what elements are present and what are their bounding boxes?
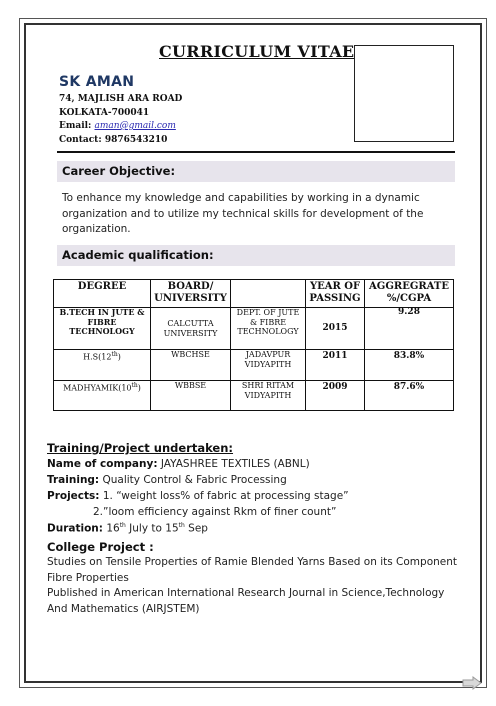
cell-institute: SHRI RITAM VIDYAPITH	[231, 381, 306, 411]
project-1: 1. “weight loss% of fabric at processing stage”	[102, 490, 349, 502]
cell-score: 83.8%	[365, 350, 454, 381]
contact-number: 9876543210	[104, 135, 168, 145]
candidate-name: SK AMAN	[59, 74, 135, 90]
training-label: Training:	[47, 474, 100, 486]
cell-score: 9.28	[365, 308, 454, 350]
header-institute	[231, 280, 306, 308]
table-row	[54, 308, 454, 350]
duration-label: Duration:	[47, 522, 103, 535]
cell-board: WBCHSE	[151, 350, 231, 381]
cell-degree	[54, 381, 151, 411]
header-aggregate: AGGREGRATE %/CGPA	[365, 280, 454, 308]
address-line-1: 74, MAJLISH ARA ROAD	[59, 94, 183, 104]
projects-label: Projects:	[47, 490, 100, 502]
table-header-row	[54, 280, 454, 308]
degree-sup: th	[111, 351, 118, 358]
email-label: Email:	[59, 121, 92, 131]
photo-placeholder	[354, 45, 454, 142]
training-heading: Training/Project undertaken:	[47, 441, 234, 455]
table-row	[54, 350, 454, 381]
header-board: BOARD/ UNIVERSITY	[151, 280, 231, 308]
degree-text: MADHYAMIK(10	[63, 383, 132, 393]
career-objective-text: To enhance my knowledge and capabilities by working in a dynamic organization and to utilize my technical skills for development of the organization.	[62, 192, 424, 235]
company-label: Name of company:	[47, 458, 158, 470]
training-value: Quality Control & Fabric Processing	[102, 474, 287, 486]
header-degree: DEGREE	[54, 280, 151, 308]
academic-table	[53, 279, 454, 411]
cell-degree: B.TECH IN JUTE & FIBRE TECHNOLOGY	[54, 308, 151, 350]
duration-start-sup: th	[119, 522, 126, 529]
college-project-publication: Published in American International Research Journal in Science,Technology And Mathematics (AIRJSTEM)	[47, 587, 445, 615]
college-project-heading: College Project :	[47, 540, 154, 554]
cell-score: 87.6%	[365, 381, 454, 411]
table-row	[54, 381, 454, 411]
duration-end: Sep	[184, 522, 208, 535]
cell-board: WBBSE	[151, 381, 231, 411]
header-divider	[57, 151, 455, 153]
company-line	[47, 458, 310, 470]
academic-heading: Academic qualification:	[57, 245, 455, 266]
degree-end: )	[117, 352, 121, 362]
duration-line	[47, 522, 208, 535]
college-project-title: Studies on Tensile Properties of Ramie Blended Yarns Based on its Component Fibre Properties	[47, 556, 458, 584]
contact-row	[59, 135, 167, 145]
email-row	[59, 121, 176, 131]
document-title: CURRICULUM VITAE	[159, 42, 355, 61]
duration-start-day: 16	[106, 522, 120, 535]
duration-middle: July to 15	[125, 522, 179, 535]
cell-board: CALCUTTA UNIVERSITY	[151, 308, 231, 350]
cell-year: 2011	[306, 350, 365, 381]
cell-year: 2015	[306, 308, 365, 350]
duration-end-sup: th	[178, 522, 185, 529]
cell-institute: DEPT. OF JUTE & FIBRE TECHNOLOGY	[231, 308, 306, 350]
next-page-arrow-icon[interactable]	[462, 676, 482, 690]
training-line	[47, 474, 287, 486]
cell-degree	[54, 350, 151, 381]
degree-sup: th	[131, 382, 138, 389]
degree-text: H.S(12	[83, 352, 112, 362]
contact-label: Contact:	[59, 135, 102, 145]
cell-institute: JADAVPUR VIDYAPITH	[231, 350, 306, 381]
degree-end: )	[137, 383, 141, 393]
projects-line	[47, 490, 349, 502]
email-link[interactable]: aman@gmail.com	[94, 121, 176, 131]
company-name: JAYASHREE TEXTILES (ABNL)	[160, 458, 310, 470]
address-line-2: KOLKATA-700041	[59, 108, 150, 118]
header-year: YEAR OF PASSING	[306, 280, 365, 308]
cell-year: 2009	[306, 381, 365, 411]
career-objective-heading: Career Objective:	[57, 161, 455, 182]
project-2: 2.”loom efficiency against Rkm of finer count”	[93, 506, 337, 518]
